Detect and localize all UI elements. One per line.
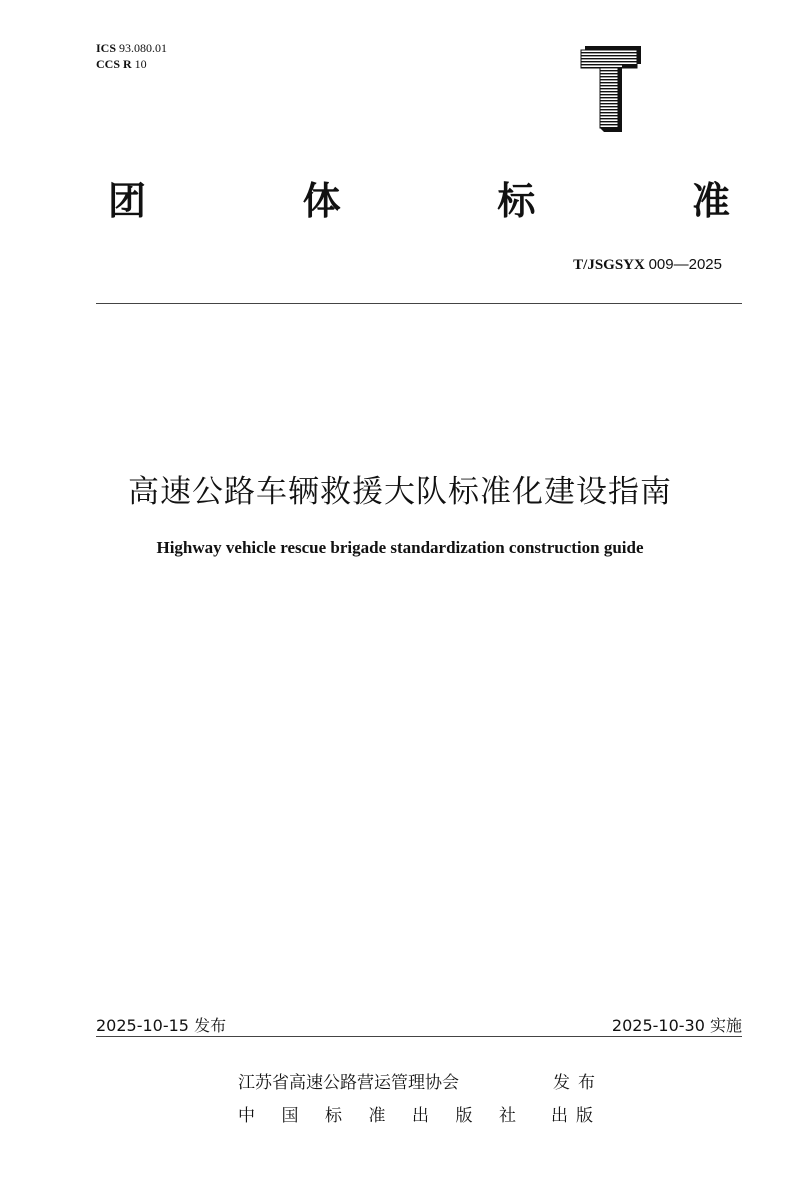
publisher-name-text: 江苏省高速公路营运管理协会 <box>238 1073 459 1093</box>
publisher-name-char: 标 <box>325 1106 342 1126</box>
title-chinese: 高速公路车辆救援大队标准化建设指南 <box>128 474 672 510</box>
document-type-char: 准 <box>691 179 730 223</box>
footer-divider <box>96 1036 742 1037</box>
publisher-name-char: 社 <box>499 1106 516 1126</box>
header-divider <box>96 303 742 304</box>
ics-code <box>96 40 167 56</box>
implementation-date: 2025-10-30 实施 <box>611 1016 742 1035</box>
title-english: Highway vehicle rescue brigade standardization construction guide <box>156 538 644 557</box>
document-type <box>108 170 730 225</box>
document-type-char: 团 <box>108 179 147 223</box>
publisher-role: 发布 <box>553 1073 603 1093</box>
standard-number <box>573 256 722 274</box>
publisher-name-char: 出 <box>412 1106 429 1126</box>
classification-codes <box>96 40 167 72</box>
document-type-char: 体 <box>302 179 341 223</box>
publisher-name-char: 版 <box>455 1106 473 1126</box>
publisher-name-char: 中 <box>238 1106 255 1126</box>
standard-number-value: 009—2025 <box>648 256 722 273</box>
publisher-role: 出版 <box>551 1106 601 1126</box>
ics-label: ICS <box>96 41 117 55</box>
issue-date: 2025-10-15 发布 <box>96 1016 227 1035</box>
standard-t-logo-icon <box>577 46 641 132</box>
publisher-name <box>238 1068 518 1093</box>
publisher-name-char: 准 <box>368 1106 386 1126</box>
publisher-row <box>238 1097 603 1130</box>
publisher-name-char: 国 <box>281 1106 299 1126</box>
ics-value: 93.080.01 <box>119 41 168 55</box>
ccs-code <box>96 56 167 72</box>
ccs-label: CCS R <box>96 57 132 71</box>
standard-number-prefix: T/JSGSYX <box>573 257 645 273</box>
ccs-value: 10 <box>134 57 147 71</box>
document-type-char: 标 <box>497 179 536 223</box>
publisher-row <box>238 1064 603 1097</box>
publishers <box>238 1064 603 1130</box>
publisher-name <box>238 1101 516 1126</box>
